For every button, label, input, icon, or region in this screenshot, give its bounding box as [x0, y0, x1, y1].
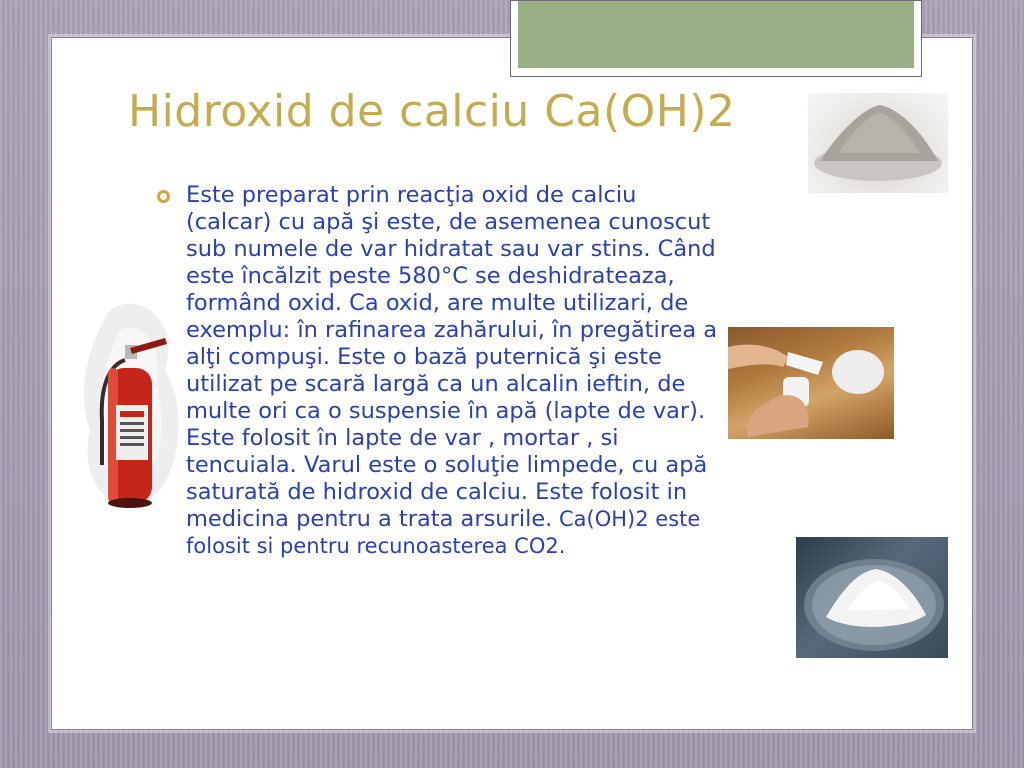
top-accent-bar — [510, 0, 922, 77]
body-tail-text: Ca(OH)2 este folosit si pentru recunoasterea CO2. — [186, 507, 701, 558]
slide-body-text — [186, 182, 726, 560]
dish-powder-photo — [796, 537, 948, 658]
lab-hands-photo — [728, 327, 894, 439]
top-accent-fill — [518, 1, 914, 68]
bullet-icon — [157, 190, 170, 203]
slide-title: Hidroxid de calciu Ca(OH)2 — [128, 86, 736, 137]
body-main-text: Este preparat prin reacţia oxid de calciu (calcar) cu apă şi este, de asemenea cunoscut sub numele de var hidratat sau var stins. Când este încălzit peste 580°C se deshidrateaza, formând oxid. Ca oxid, are multe utilizari, de exemplu: în rafinarea zahărului, în pregătirea a alţi compuşi. Este o bază puternică şi este utilizat pe scară largă ca un alcalin ieftin, de multe ori ca o suspensie în apă (lapte de var). Este folosit în lapte de var , mortar , si tencuiala. Varul este o soluţie limpede, cu apă saturată de hidroxid de calciu. Este folosit in medicina pentru a trata arsurile. — [186, 182, 718, 532]
fire-extinguisher-icon — [70, 290, 195, 515]
powder-pile-photo — [808, 93, 948, 193]
